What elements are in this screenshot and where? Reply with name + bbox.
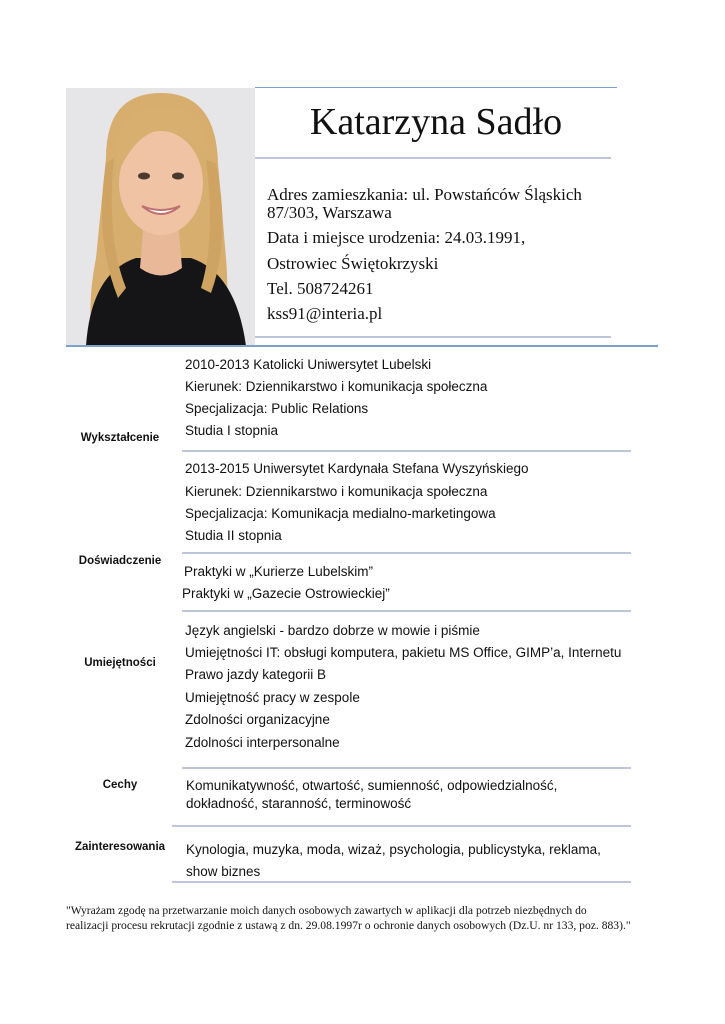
traits-top-divider bbox=[182, 767, 631, 769]
phone-number: Tel. 508724261 bbox=[267, 279, 374, 298]
portrait-illustration bbox=[66, 88, 255, 346]
header-bottom-rule bbox=[66, 345, 658, 347]
experience-item: Praktyki w „Gazecie Ostrowieckiej” bbox=[182, 586, 390, 601]
experience-label: Doświadczenie bbox=[78, 555, 162, 567]
name-rule bbox=[255, 157, 611, 159]
skill-item: Prawo jazdy kategorii B bbox=[185, 667, 327, 682]
skill-item: Umiejętności IT: obsługi komputera, pakietu MS Office, GIMP’a, Internetu bbox=[185, 645, 622, 660]
address-line-2: 87/303, Warszawa bbox=[267, 203, 392, 222]
education-2-title: 2013-2015 Uniwersytet Kardynała Stefana Wyszyńskiego bbox=[185, 461, 529, 476]
traits-line-1: Komunikatywność, otwartość, sumienność, odpowiedzialność, bbox=[186, 778, 558, 793]
education-1-major: Kierunek: Dziennikarstwo i komunikacja społeczna bbox=[185, 379, 488, 394]
education-1-level: Studia I stopnia bbox=[185, 423, 279, 438]
consent-line-1: "Wyrażam zgodę na przetwarzanie moich danych osobowych zawartych w aplikacji dla potrzeb niezbędnych do bbox=[66, 904, 587, 917]
education-2-level: Studia II stopnia bbox=[185, 528, 282, 543]
traits-label: Cechy bbox=[102, 779, 138, 791]
address-line-1: Adres zamieszkania: ul. Powstańców Śląskich bbox=[267, 185, 582, 204]
skill-item: Język angielski - bardzo dobrze w mowie i piśmie bbox=[185, 623, 480, 638]
interests-bottom-divider bbox=[172, 881, 631, 883]
consent-clause bbox=[66, 903, 666, 933]
interests-top-divider bbox=[172, 825, 631, 827]
contact-rule bbox=[255, 336, 611, 338]
birth-line-2: Ostrowiec Świętokrzyski bbox=[267, 254, 439, 273]
candidate-name: Katarzyna Sadło bbox=[309, 101, 563, 143]
education-2-major: Kierunek: Dziennikarstwo i komunikacja społeczna bbox=[185, 484, 488, 499]
education-1-specialization: Specjalizacja: Public Relations bbox=[185, 401, 369, 416]
education-2-specialization: Specjalizacja: Komunikacja medialno-marketingowa bbox=[185, 506, 496, 521]
skill-item: Zdolności organizacyjne bbox=[185, 712, 330, 727]
skills-top-divider bbox=[182, 610, 631, 612]
interests-line-1: Kynologia, muzyka, moda, wizaż, psychologia, publicystyka, reklama, bbox=[186, 842, 601, 857]
education-label: Wykształcenie bbox=[80, 432, 160, 444]
consent-line-2: realizacji procesu rekrutacji zgodnie z ustawą z dn. 29.08.1997r o ochronie danych osobowych (Dz.U. nr 133, poz. 883)." bbox=[66, 919, 631, 932]
birth-line-1: Data i miejsce urodzenia: 24.03.1991, bbox=[267, 228, 526, 247]
education-divider bbox=[182, 450, 631, 452]
interests-line-2: show biznes bbox=[186, 864, 261, 879]
top-rule bbox=[255, 87, 617, 88]
education-1-title: 2010-2013 Katolicki Uniwersytet Lubelski bbox=[185, 357, 432, 372]
experience-item: Praktyki w „Kurierze Lubelskim” bbox=[184, 564, 374, 579]
profile-photo bbox=[66, 88, 255, 346]
skill-item: Umiejętność pracy w zespole bbox=[185, 690, 360, 705]
skills-label: Umiejętności bbox=[84, 657, 156, 669]
skill-item: Zdolności interpersonalne bbox=[185, 735, 340, 750]
interests-label: Zainteresowania bbox=[74, 841, 166, 853]
experience-top-divider bbox=[182, 552, 631, 554]
email-address: kss91@interia.pl bbox=[267, 304, 383, 323]
traits-line-2: dokładność, staranność, terminowość bbox=[186, 796, 412, 811]
